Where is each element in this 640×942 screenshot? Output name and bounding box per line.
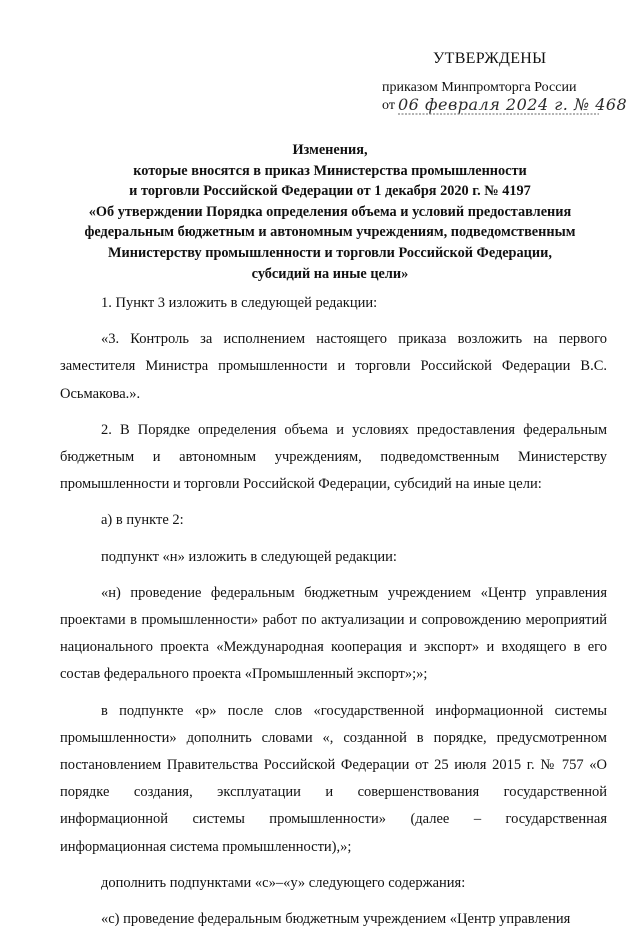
paragraph: 1. Пункт 3 изложить в следующей редакции: (101, 295, 378, 311)
paragraph: «с) проведение федеральным бюджетным учреждением «Центр управления (101, 911, 571, 928)
document-title (60, 140, 600, 284)
paragraph: 2. В Порядке определения объема и условиях предоставления федеральным бюджетным и автономным учреждениям, подведомственным Министерству промышленности и торговли Российской Федерации, субсидий на иные цели: (60, 421, 607, 493)
handwritten-date-number: 06 февраля 2024 г. № 468 (398, 95, 628, 114)
paragraph: дополнить подпунктами «с»–«у» следующего содержания: (101, 874, 466, 891)
document-body (60, 290, 607, 942)
approving-order-line: приказом Минпромторга России (382, 80, 577, 95)
paragraph: «н) проведение федеральным бюджетным учреждением «Центр управления проектами в промышленности» работ по актуализации и сопровождению мероприятий национального проекта «Международная кооперация и экспорт» и входящего в его состав федерального проекта «Промышленный экспорт»;»; (60, 584, 607, 683)
title-line: которые вносятся в приказ Министерства промышленности (133, 162, 527, 179)
date-prefix: от (382, 98, 395, 113)
title-line: федеральным бюджетным и автономным учреждениям, подведомственным (84, 224, 576, 241)
title-line: «Об утверждении Порядка определения объема и условий предоставления (88, 203, 572, 220)
approval-stamp-heading: УТВЕРЖДЕНЫ (433, 50, 547, 67)
paragraph: «3. Контроль за исполнением настоящего приказа возложить на первого заместителя Министра промышленности и торговли Российской Федерации В.С. Осьмакова.». (60, 331, 607, 402)
paragraph: подпункт «н» изложить в следующей редакции: (101, 548, 397, 565)
title-line: субсидий на иные цели» (251, 265, 409, 282)
title-line: Министерству промышленности и торговли Российской Федерации, (108, 244, 552, 261)
title-line: и торговли Российской Федерации от 1 декабря 2020 г. № 4197 (129, 183, 531, 200)
order-date-line (382, 95, 628, 118)
paragraph: в подпункте «р» после слов «государственной информационной системы промышленности» дополнить словами «, созданной в порядке, предусмотренном постановлением Правительства Российской Федерации от 25 июля 2015 г. № 757 «О порядке создания, эксплуатации и совершенствования государственной информационной системы промышленности» (далее – государственная информационная система промышленности),»; (60, 702, 607, 855)
title-line: Изменения, (292, 142, 368, 158)
paragraph: а) в пункте 2: (101, 512, 184, 529)
